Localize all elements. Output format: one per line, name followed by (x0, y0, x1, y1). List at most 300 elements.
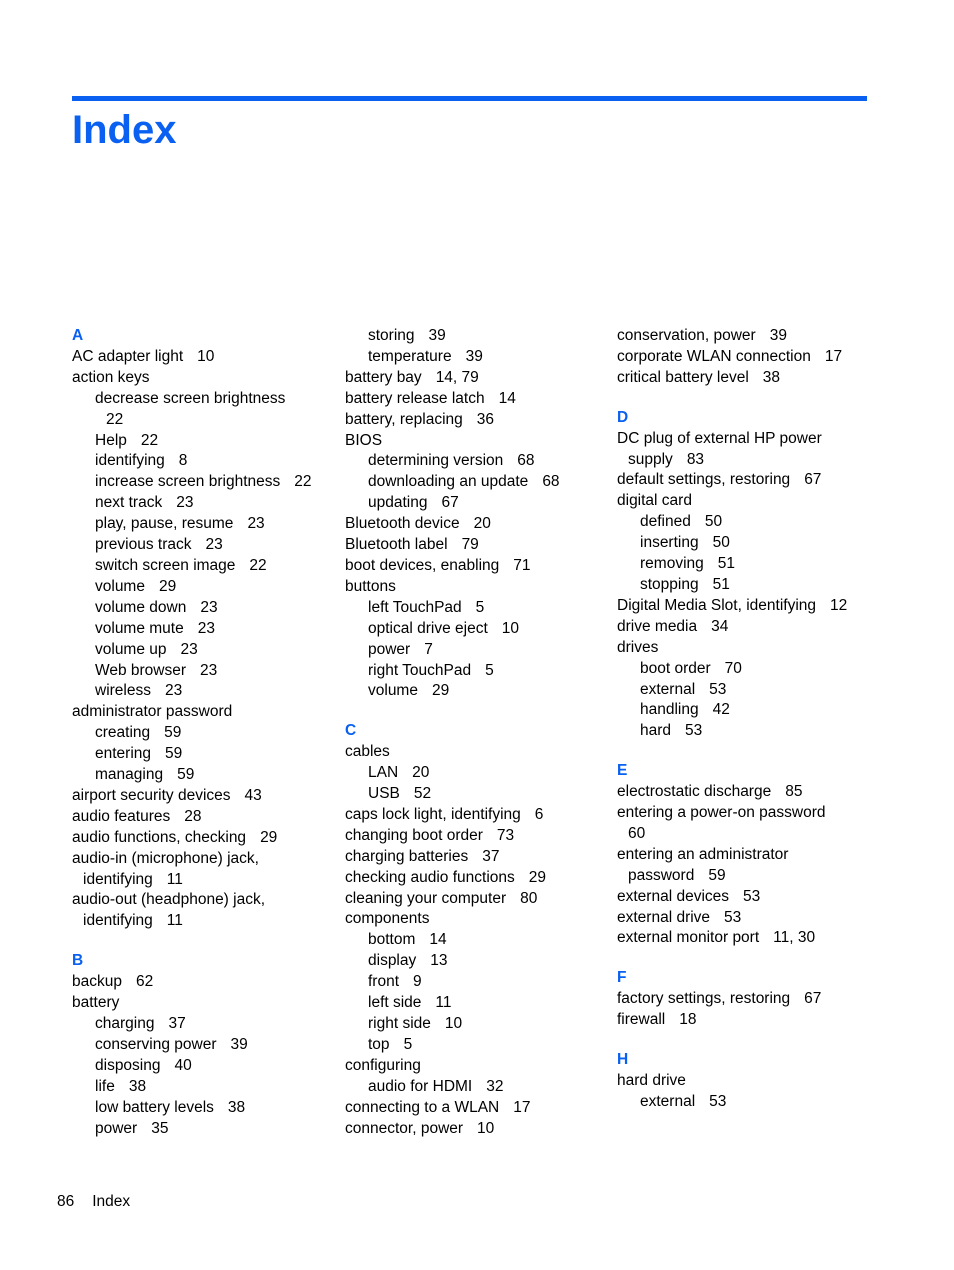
index-subentry (345, 326, 607, 347)
entry-page-number: 11, 30 (773, 929, 816, 947)
entry-page-number: 5 (485, 661, 494, 679)
entry-text: previous track (95, 536, 192, 554)
index-entry (617, 845, 879, 866)
entry-page-number: 10 (197, 347, 215, 365)
entry-page-number: 5 (403, 1035, 413, 1053)
entry-text: hard drive (617, 1072, 686, 1089)
index-subentry (345, 661, 607, 682)
entry-text: inserting (640, 534, 699, 552)
entry-text: identifying (95, 452, 165, 470)
entry-text: next track (95, 494, 163, 512)
entry-page-number: 12 (830, 596, 848, 614)
index-subentry (72, 1014, 334, 1035)
index-subentry (345, 993, 607, 1014)
entry-text: identifying (83, 870, 153, 888)
entry-text: play, pause, resume (95, 515, 234, 533)
entry-page-number: 38 (128, 1077, 147, 1095)
entry-page-number: 53 (685, 722, 703, 740)
index-entry (72, 972, 334, 993)
entry-page-number: 10 (501, 619, 520, 637)
entry-text: volume (95, 577, 145, 595)
entry-text: life (95, 1077, 115, 1095)
entry-page-number: 23 (164, 682, 183, 700)
entry-page-number: 18 (679, 1011, 697, 1029)
entry-text: volume up (95, 640, 167, 658)
entry-page-number: 53 (709, 1092, 727, 1110)
entry-page-number: 22 (140, 431, 159, 449)
index-entry (72, 368, 334, 389)
index-letter-heading: E (617, 762, 628, 780)
index-entry (617, 928, 879, 949)
index-entry (617, 368, 879, 389)
index-entry (345, 1119, 607, 1140)
entry-page-number: 38 (227, 1098, 246, 1116)
index-subentry (617, 659, 879, 680)
entry-text: front (368, 973, 400, 991)
entry-page-number: 23 (197, 619, 215, 637)
entry-text: audio functions, checking (72, 828, 247, 846)
entry-page-number: 5 (475, 598, 485, 616)
index-entry (72, 870, 334, 891)
index-subentry (617, 554, 879, 575)
entry-text: bottom (368, 931, 416, 949)
entry-text: cleaning your computer (345, 889, 507, 907)
entry-text: critical battery level (617, 368, 749, 386)
entry-text: backup (72, 973, 122, 991)
entry-text: managing (95, 766, 164, 784)
entry-text: volume down (95, 598, 187, 616)
index-entry (345, 826, 607, 847)
entry-text: corporate WLAN connection (617, 347, 811, 365)
index-entry (617, 1010, 879, 1031)
index-subentry (72, 765, 334, 786)
entry-page-number: 37 (168, 1015, 186, 1032)
entry-page-number: 80 (520, 889, 538, 907)
index-entry (617, 638, 879, 659)
footer-label: Index (92, 1193, 131, 1210)
index-subentry (345, 1014, 607, 1035)
index-subentry (72, 640, 334, 661)
section-gap (617, 1031, 879, 1050)
entry-page-number: 67 (804, 471, 822, 489)
entry-page-number: 11 (435, 994, 452, 1012)
index-entry (345, 410, 607, 431)
index-subentry (72, 535, 334, 556)
index-entry (345, 535, 607, 556)
entry-text: downloading an update (368, 473, 529, 491)
entry-text: caps lock light, identifying (345, 805, 521, 823)
index-letter-heading: F (617, 969, 627, 987)
index-subentry (72, 1119, 334, 1140)
page-title: Index (72, 108, 177, 152)
entry-page-number: 53 (709, 680, 727, 698)
index-subentry (72, 577, 334, 598)
index-subentry (72, 661, 334, 682)
entry-text: entering (95, 745, 152, 763)
section-gap (617, 949, 879, 968)
index-entry (617, 326, 879, 347)
entry-page-number: 23 (200, 598, 218, 616)
index-subentry (345, 640, 607, 661)
index-subentry (345, 763, 607, 784)
entry-text: volume mute (95, 619, 184, 637)
entry-text: DC plug of external HP power (617, 429, 822, 447)
index-entry (617, 866, 879, 887)
entry-text: left TouchPad (368, 598, 462, 616)
entry-text: battery release latch (345, 389, 485, 407)
entry-text: boot order (640, 659, 711, 677)
index-entry (617, 596, 879, 617)
index-subentry (617, 1092, 879, 1113)
index-subentry (345, 1077, 607, 1098)
title-rule (72, 96, 867, 101)
index-entry (345, 909, 607, 930)
entry-text: components (345, 910, 430, 928)
index-entry (617, 347, 879, 368)
entry-text: boot devices, enabling (345, 556, 500, 574)
entry-text: Bluetooth label (345, 536, 448, 554)
entry-page-number: 34 (711, 617, 729, 635)
index-entry (345, 389, 607, 410)
entry-text: 60 (628, 824, 646, 842)
entry-page-number: 51 (712, 575, 730, 593)
index-entry (345, 514, 607, 535)
entry-text: hard (640, 722, 672, 740)
index-subentry (345, 930, 607, 951)
entry-text: charging batteries (345, 847, 469, 865)
index-subentry (72, 1098, 334, 1119)
entry-page-number: 22 (249, 556, 267, 574)
entry-text: Web browser (95, 661, 187, 679)
entry-text: defined (640, 513, 691, 531)
entry-text: disposing (95, 1056, 161, 1074)
entry-page-number: 28 (184, 807, 202, 825)
index-subentry (72, 514, 334, 535)
index-subentry (617, 680, 879, 701)
entry-page-number: 6 (534, 805, 544, 823)
entry-page-number: 85 (785, 783, 803, 801)
entry-text: drives (617, 638, 659, 656)
index-entry (345, 1098, 607, 1119)
entry-page-number: 8 (178, 452, 188, 470)
index-subentry (72, 1035, 334, 1056)
entry-text: connecting to a WLAN (345, 1098, 500, 1116)
entry-page-number: 73 (496, 826, 515, 844)
entry-text: airport security devices (72, 786, 231, 804)
index-subentry (345, 472, 607, 493)
index-entry (617, 824, 879, 845)
entry-text: display (368, 952, 417, 970)
entry-text: external monitor port (617, 929, 760, 947)
entry-text: determining version (368, 452, 504, 470)
entry-text: removing (640, 555, 704, 573)
entry-text: entering an administrator (617, 845, 789, 863)
entry-page-number: 37 (482, 847, 500, 865)
entry-page-number: 11 (166, 912, 183, 930)
section-gap (617, 742, 879, 761)
entry-page-number: 7 (424, 640, 433, 658)
index-entry (72, 347, 334, 368)
index-subentry (72, 744, 334, 765)
entry-page-number: 59 (177, 766, 195, 784)
index-subentry (72, 431, 334, 452)
index-subentry (345, 681, 607, 702)
index-subentry (345, 1035, 607, 1056)
index-entry (345, 742, 607, 763)
index-subentry (72, 556, 334, 577)
index-entry (617, 782, 879, 803)
index-subentry (617, 533, 879, 554)
entry-page-number: 39 (465, 347, 483, 365)
index-subentry (345, 619, 607, 640)
index-entry (72, 911, 334, 932)
index-subentry (72, 681, 334, 702)
entry-page-number: 29 (158, 577, 177, 595)
index-entry (617, 989, 879, 1010)
index-entry (345, 868, 607, 889)
index-subentry (345, 347, 607, 368)
entry-text: handling (640, 701, 699, 719)
index-subentry (617, 700, 879, 721)
entry-text: drive media (617, 617, 698, 635)
entry-text: top (368, 1035, 390, 1053)
entry-page-number: 68 (517, 452, 535, 470)
entry-page-number: 68 (542, 473, 560, 491)
entry-page-number: 50 (712, 534, 730, 552)
entry-page-number: 67 (804, 990, 822, 1008)
entry-text: right side (368, 1015, 431, 1032)
index-entry (617, 1071, 879, 1092)
entry-text: buttons (345, 577, 396, 595)
entry-page-number: 36 (476, 410, 494, 428)
entry-text: checking audio functions (345, 868, 515, 886)
entry-text: audio-in (microphone) jack, (72, 849, 259, 867)
index-entry (617, 887, 879, 908)
index-subentry (345, 451, 607, 472)
index-subentry (617, 721, 879, 742)
entry-page-number: 20 (473, 515, 491, 533)
entry-text: volume (368, 682, 418, 700)
entry-text: temperature (368, 347, 452, 365)
index-subentry (617, 512, 879, 533)
entry-text: audio features (72, 807, 171, 825)
index-subentry (72, 1056, 334, 1077)
entry-page-number: 29 (528, 868, 547, 886)
page-footer (57, 1192, 130, 1212)
entry-text: left side (368, 994, 422, 1012)
index-entry (72, 807, 334, 828)
section-gap (345, 702, 607, 721)
entry-page-number: 71 (513, 556, 531, 574)
index-entry (617, 470, 879, 491)
entry-text: connector, power (345, 1119, 464, 1137)
entry-text: optical drive eject (368, 619, 488, 637)
entry-text: battery bay (345, 368, 422, 386)
index-entry (617, 450, 879, 471)
entry-page-number: 23 (205, 536, 223, 554)
index-subentry (72, 493, 334, 514)
index-letter-heading: A (72, 327, 84, 344)
index-column-3 (617, 326, 879, 1113)
entry-text: decrease screen brightness (95, 389, 286, 407)
entry-text: increase screen brightness (95, 473, 281, 491)
entry-text: Digital Media Slot, identifying (617, 596, 817, 614)
entry-page-number: 42 (712, 701, 730, 719)
entry-text: 22 (106, 410, 124, 428)
footer-page-number: 86 (57, 1193, 75, 1210)
index-entry (345, 431, 607, 452)
entry-text: storing (368, 327, 415, 344)
entry-text: default settings, restoring (617, 471, 791, 489)
entry-text: factory settings, restoring (617, 990, 791, 1008)
entry-text: Bluetooth device (345, 515, 460, 533)
entry-page-number: 14 (429, 931, 447, 949)
section-gap (617, 389, 879, 408)
entry-page-number: 23 (180, 640, 198, 658)
index-subentry (72, 451, 334, 472)
entry-text: cables (345, 743, 390, 761)
entry-page-number: 62 (135, 973, 154, 991)
entry-page-number: 9 (413, 973, 422, 991)
index-entry (617, 803, 879, 824)
index-subentry (72, 410, 334, 431)
entry-text: power (368, 640, 411, 658)
entry-page-number: 10 (477, 1119, 495, 1137)
index-subentry (345, 784, 607, 805)
entry-text: AC adapter light (72, 347, 184, 365)
entry-page-number: 11 (166, 870, 183, 888)
entry-text: switch screen image (95, 556, 236, 574)
entry-page-number: 53 (724, 908, 742, 926)
index-entry (617, 908, 879, 929)
index-letter-heading: D (617, 408, 629, 426)
entry-text: charging (95, 1015, 155, 1032)
entry-text: right TouchPad (368, 661, 472, 679)
entry-text: external (640, 680, 696, 698)
entry-text: Help (95, 431, 127, 449)
index-entry (72, 890, 334, 911)
entry-page-number: 70 (724, 659, 742, 677)
entry-page-number: 17 (513, 1098, 531, 1116)
entry-text: battery (72, 994, 120, 1012)
index-column-1 (72, 326, 334, 1139)
entry-page-number: 35 (151, 1119, 169, 1137)
entry-page-number: 40 (174, 1056, 192, 1074)
entry-page-number: 29 (431, 682, 450, 700)
section-gap (72, 932, 334, 951)
index-subentry (345, 493, 607, 514)
entry-page-number: 13 (430, 952, 448, 970)
entry-page-number: 32 (486, 1077, 504, 1095)
index-entry (72, 828, 334, 849)
entry-text: low battery levels (95, 1098, 214, 1116)
index-entry (345, 556, 607, 577)
entry-text: changing boot order (345, 826, 483, 844)
index-entry (345, 889, 607, 910)
entry-page-number: 43 (244, 786, 262, 804)
entry-page-number: 23 (200, 661, 218, 679)
entry-text: audio for HDMI (368, 1077, 473, 1095)
index-subentry (72, 472, 334, 493)
index-entry (345, 577, 607, 598)
entry-page-number: 59 (164, 724, 182, 742)
index-entry (345, 847, 607, 868)
entry-page-number: 79 (461, 536, 479, 554)
entry-text: conservation, power (617, 327, 756, 344)
entry-text: entering a power-on password (617, 804, 826, 822)
entry-page-number: 83 (686, 450, 705, 468)
entry-page-number: 39 (428, 327, 446, 344)
index-subentry (72, 723, 334, 744)
entry-page-number: 14, 79 (435, 368, 479, 386)
index-entry (617, 491, 879, 512)
entry-page-number: 39 (230, 1035, 248, 1053)
entry-text: LAN (368, 764, 399, 782)
entry-page-number: 52 (413, 785, 432, 803)
entry-page-number: 53 (743, 887, 761, 905)
entry-page-number: 23 (247, 515, 265, 533)
index-entry (345, 368, 607, 389)
entry-text: administrator password (72, 703, 233, 721)
entry-page-number: 38 (762, 368, 781, 386)
entry-text: action keys (72, 368, 150, 386)
index-subentry (72, 598, 334, 619)
entry-text: creating (95, 724, 151, 742)
index-subentry (72, 389, 334, 410)
entry-text: battery, replacing (345, 410, 463, 428)
entry-page-number: 17 (824, 347, 843, 365)
index-subentry (72, 619, 334, 640)
entry-text: BIOS (345, 431, 383, 449)
entry-text: stopping (640, 575, 699, 593)
index-entry (72, 786, 334, 807)
entry-text: conserving power (95, 1035, 217, 1053)
entry-text: external (640, 1092, 696, 1110)
index-letter-heading: H (617, 1051, 629, 1069)
index-entry (345, 1056, 607, 1077)
entry-text: identifying (83, 912, 153, 930)
index-letter-heading: B (72, 952, 84, 970)
index-entry (72, 993, 334, 1014)
entry-page-number: 59 (708, 866, 726, 884)
entry-text: audio-out (headphone) jack, (72, 891, 266, 909)
entry-text: external drive (617, 908, 711, 926)
index-entry (72, 702, 334, 723)
entry-page-number: 14 (498, 389, 516, 407)
entry-page-number: 22 (294, 473, 312, 491)
entry-page-number: 10 (444, 1015, 463, 1032)
entry-text: USB (368, 785, 400, 803)
entry-page-number: 29 (260, 828, 278, 846)
index-entry (72, 849, 334, 870)
entry-page-number: 51 (717, 555, 735, 573)
index-subentry (72, 1077, 334, 1098)
entry-page-number: 67 (441, 494, 459, 512)
entry-page-number: 39 (769, 327, 787, 344)
index-column-2 (345, 326, 607, 1139)
entry-page-number: 59 (165, 745, 183, 763)
index-entry (345, 805, 607, 826)
entry-text: supply (628, 450, 673, 468)
index-subentry (345, 951, 607, 972)
index-letter-heading: C (345, 722, 357, 740)
index-entry (617, 429, 879, 450)
entry-page-number: 50 (704, 513, 723, 531)
index-entry (617, 617, 879, 638)
entry-text: electrostatic discharge (617, 783, 772, 801)
index-subentry (345, 598, 607, 619)
entry-page-number: 23 (176, 494, 194, 512)
